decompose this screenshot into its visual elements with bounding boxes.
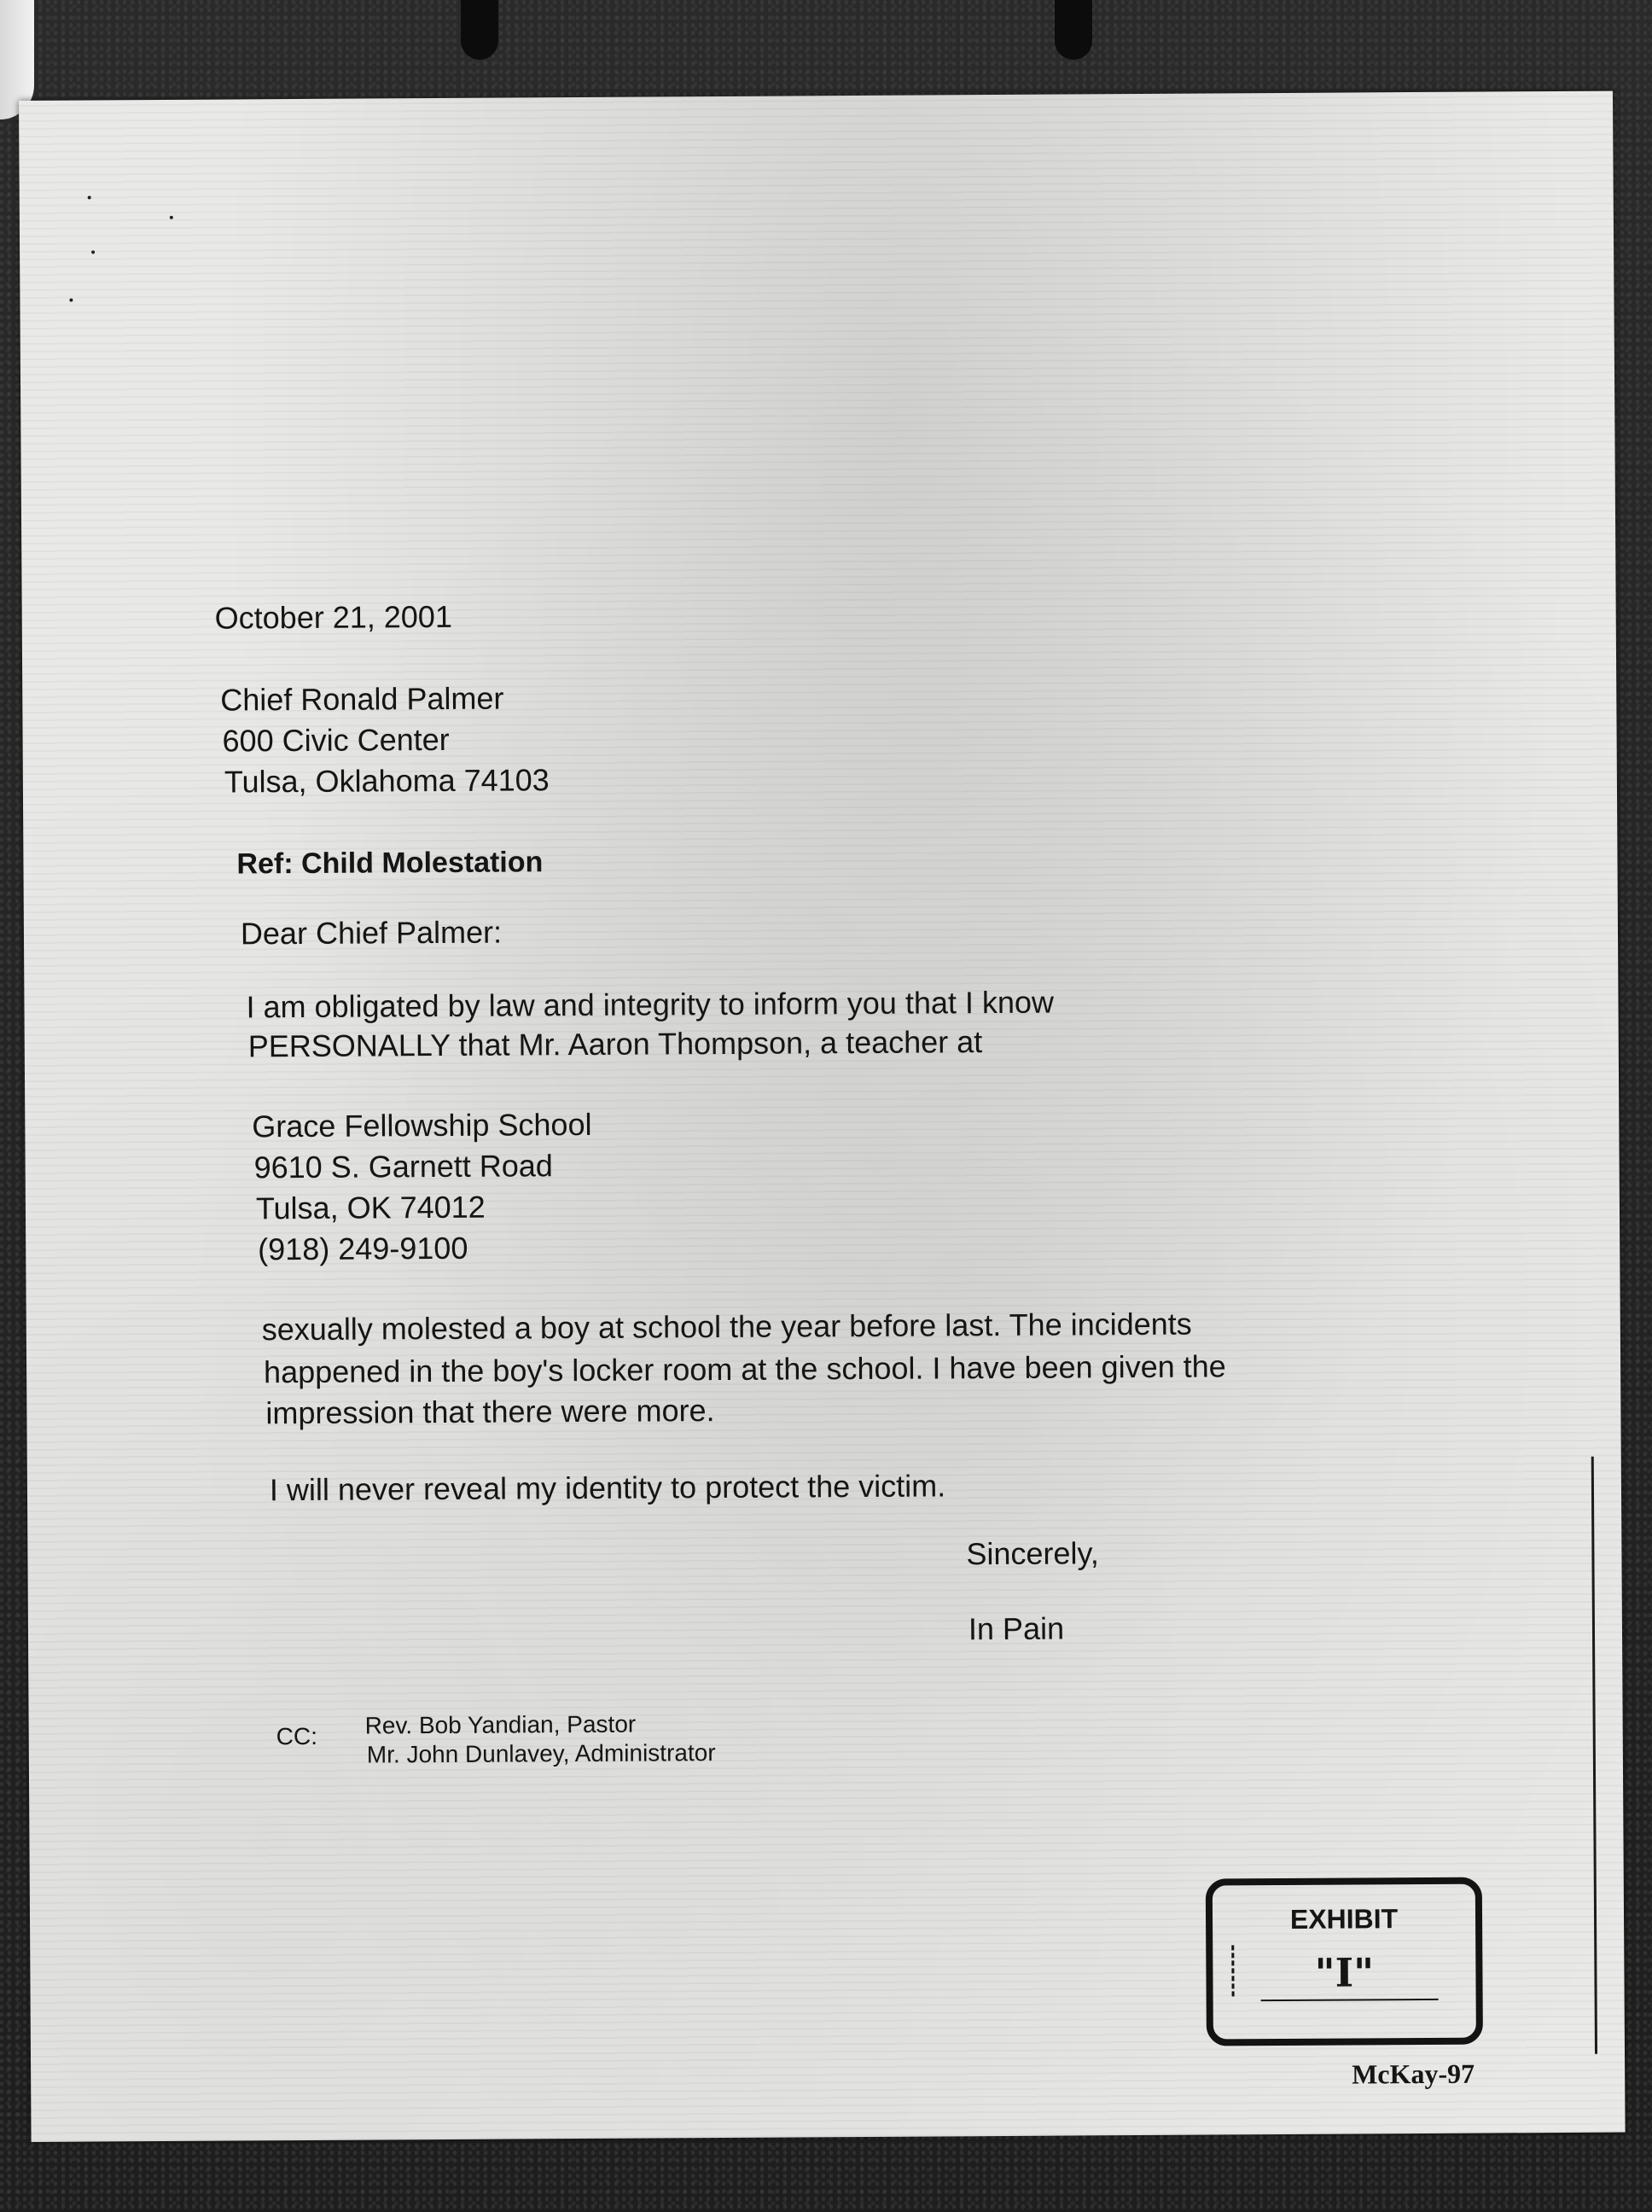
paragraph-2-line-1: sexually molested a boy at school the year before last. The incidents [261,1306,1192,1348]
punch-hole [1055,0,1092,60]
exhibit-title: EXHIBIT [1289,1903,1399,1935]
school-name: Grace Fellowship School [252,1106,592,1144]
paragraph-2-line-2: happened in the boy's locker room at the school. I have been given the [263,1348,1226,1390]
recipient-city: Tulsa, Oklahoma 74103 [224,762,550,800]
speck [91,250,95,253]
closing: Sincerely, [966,1535,1099,1572]
speck [69,299,73,302]
school-phone: (918) 249-9100 [258,1230,468,1267]
paragraph-3: I will never reveal my identity to protect the victim. [269,1468,946,1508]
cc-label: CC: [276,1722,318,1750]
letter-page [19,91,1626,2142]
salutation: Dear Chief Palmer: [240,914,503,952]
recipient-street: 600 Civic Center [222,721,450,759]
school-city: Tulsa, OK 74012 [255,1189,486,1226]
exhibit-value: "I" [1314,1949,1375,1996]
paragraph-1-line-1: I am obligated by law and integrity to inform you that I know [246,984,1055,1025]
speck [170,216,173,219]
stamp-footer: McKay-97 [1352,2058,1475,2090]
recipient-name: Chief Ronald Palmer [220,680,504,718]
reference-line: Ref: Child Molestation [236,846,544,881]
signature: In Pain [968,1610,1065,1647]
cc-recipient-1: Rev. Bob Yandian, Pastor [364,1710,637,1739]
school-street: 9610 S. Garnett Road [253,1148,553,1185]
paragraph-2-line-3: impression that there were more. [265,1393,715,1431]
exhibit-underline [1261,1999,1439,2001]
letter-date: October 21, 2001 [214,598,453,636]
cc-recipient-2: Mr. John Dunlavey, Administrator [366,1739,716,1768]
paragraph-1-line-2: PERSONALLY that Mr. Aaron Thompson, a teacher at [247,1024,983,1064]
exhibit-stamp [1206,1877,1483,2046]
punch-hole [461,0,498,60]
page-edge-mark [1591,1457,1597,2054]
speck [88,195,91,199]
